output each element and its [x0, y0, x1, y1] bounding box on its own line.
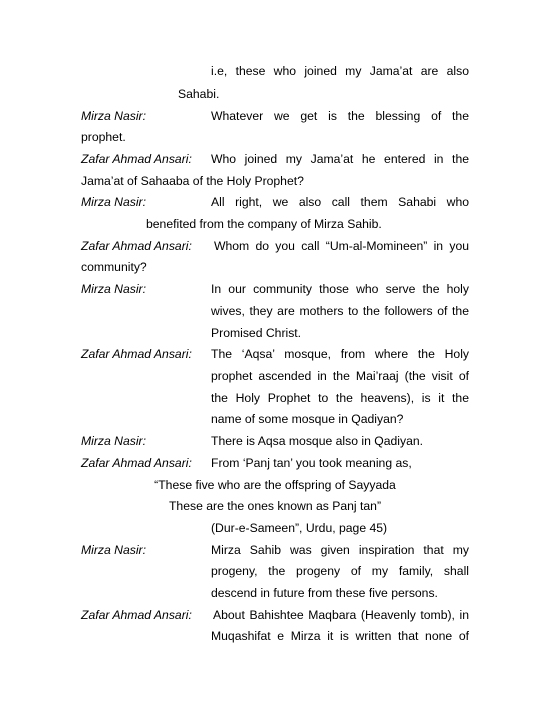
dialogue-line: descend in future from these five persons.: [211, 586, 438, 600]
speaker-label: Zafar Ahmad Ansari:: [81, 239, 192, 253]
dialogue-line: Sahabi.: [178, 87, 220, 101]
dialogue-line: All right, we also call them Sahabi who: [211, 195, 469, 209]
dialogue-line: wives, they are mothers to the followers of the: [211, 304, 469, 318]
speaker-label: Zafar Ahmad Ansari:: [81, 608, 192, 622]
dialogue-line: benefited from the company of Mirza Sahib.: [146, 217, 382, 231]
quoted-verse: These are the ones known as Panj tan”: [168, 499, 382, 513]
dialogue-line: Mirza Sahib was given inspiration that my: [211, 543, 469, 557]
speaker-label: Mirza Nasir:: [81, 109, 147, 123]
dialogue-line: prophet ascended in the Mai’raaj (the visit of: [211, 369, 469, 383]
dialogue-line: prophet.: [81, 130, 126, 144]
dialogue-line: Whatever we get is the blessing of the: [211, 109, 469, 123]
speaker-label: Zafar Ahmad Ansari:: [81, 152, 192, 166]
speaker-label: Mirza Nasir:: [81, 543, 147, 557]
speaker-label: Mirza Nasir:: [81, 282, 147, 296]
dialogue-line: the Holy Prophet to the heavens), is it the: [211, 391, 469, 405]
dialogue-line: About Bahishtee Maqbara (Heavenly tomb), in: [213, 608, 469, 622]
citation: (Dur-e-Sameen”, Urdu, page 45): [211, 521, 388, 535]
speaker-label: Mirza Nasir:: [81, 434, 147, 448]
speaker-label: Zafar Ahmad Ansari:: [81, 347, 192, 361]
dialogue-line: i.e, these who joined my Jama’at are also: [211, 64, 469, 78]
dialogue-line: Promised Christ.: [211, 326, 302, 340]
dialogue-line: From ‘Panj tan’ you took meaning as,: [211, 456, 412, 470]
dialogue-line: In our community those who serve the holy: [211, 282, 469, 296]
dialogue-line: Jama’at of Sahaaba of the Holy Prophet?: [81, 174, 304, 188]
dialogue-line: community?: [81, 260, 147, 274]
quoted-verse: “These five who are the offspring of Sayyada: [154, 478, 396, 492]
speaker-label: Zafar Ahmad Ansari:: [81, 456, 192, 470]
dialogue-line: progeny, the progeny of my family, shall: [211, 564, 469, 578]
dialogue-line: Whom do you call “Um-al-Momineen” in you: [214, 239, 469, 253]
dialogue-line: The ‘Aqsa’ mosque, from where the Holy: [211, 347, 469, 361]
dialogue-line: name of some mosque in Qadiyan?: [211, 412, 404, 426]
dialogue-line: Who joined my Jama’at he entered in the: [211, 152, 469, 166]
dialogue-line: Muqashifat e Mirza it is written that none of: [211, 629, 469, 643]
speaker-label: Mirza Nasir:: [81, 195, 147, 209]
dialogue-line: There is Aqsa mosque also in Qadiyan.: [211, 434, 424, 448]
